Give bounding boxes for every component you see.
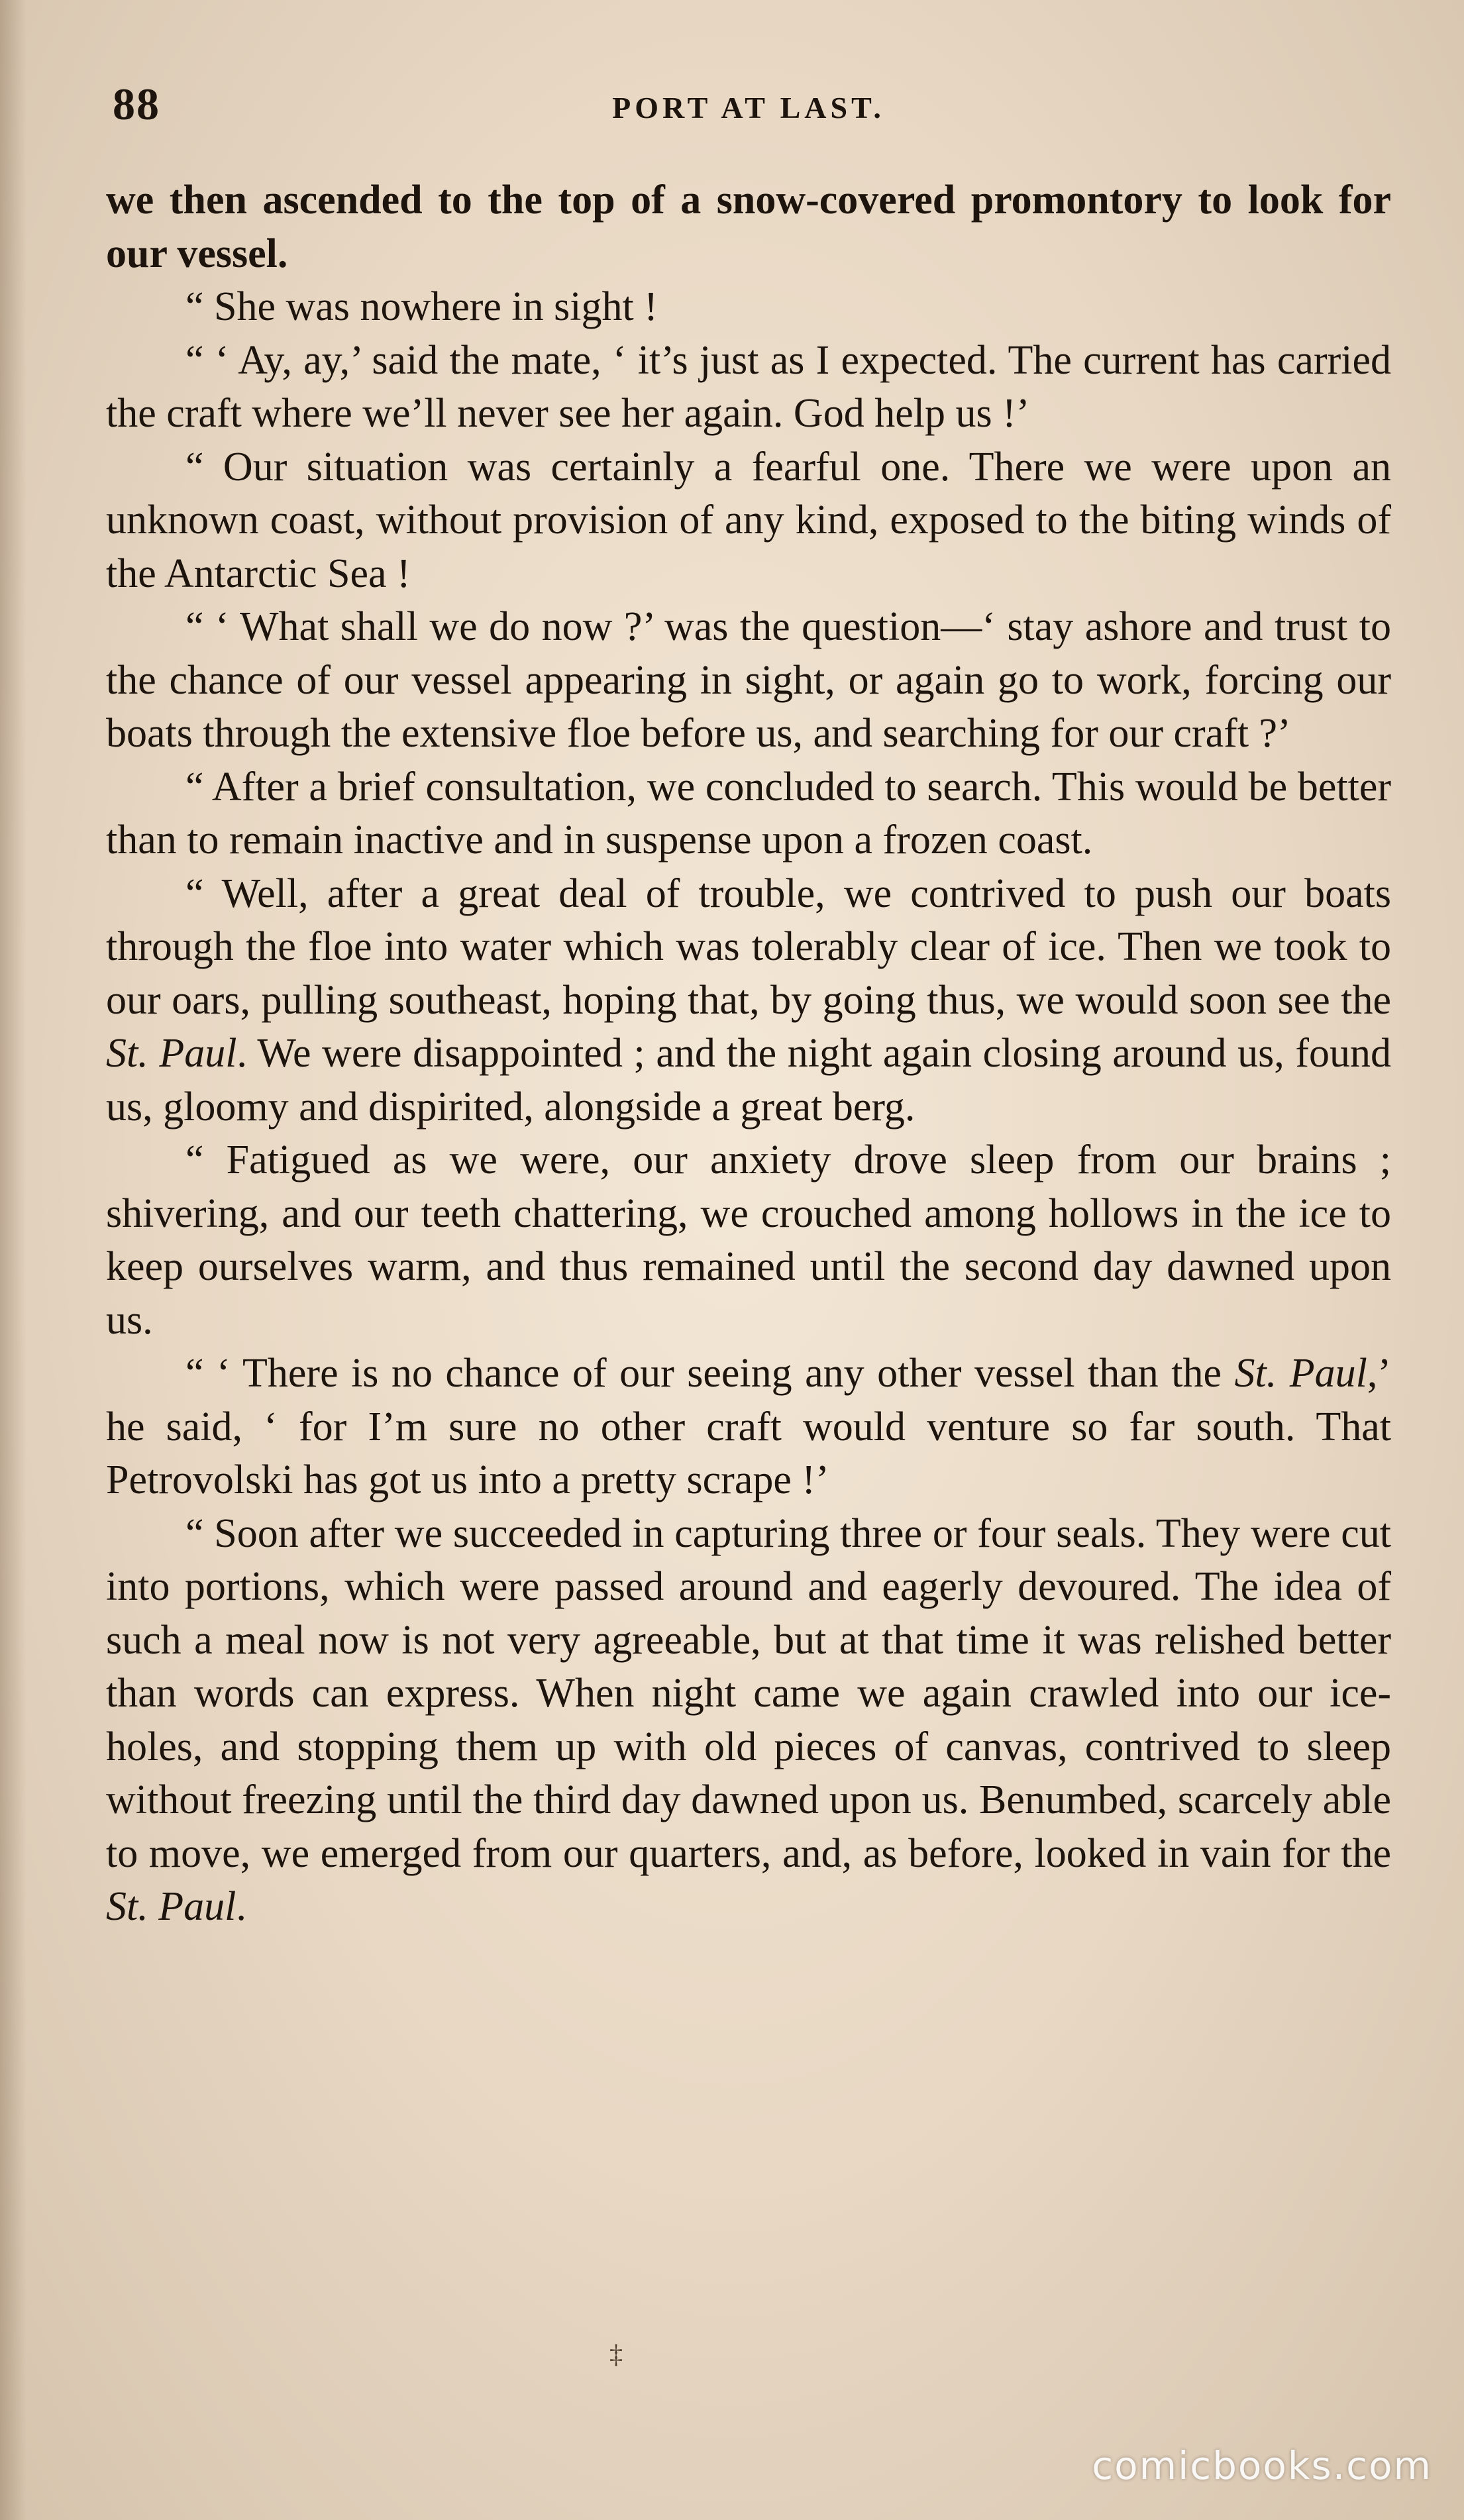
page-edge-shadow: [0, 0, 26, 2520]
paragraph: “ Well, after a great deal of trouble, we contrived to push our boats through the floe into water which was tolerably clear of ice. Then we took to our oars, pulling southeast, hoping that, by going thus, we would soon see the St. Paul. We were disappointed ; and the night again closing around us, found us, gloomy and dispirited, alongside a great berg.: [106, 870, 1391, 1129]
ship-name: St. Paul: [1234, 1351, 1367, 1396]
paragraph: “ Fatigued as we were, our anxiety drove sleep from our brains ; shivering, and our teeth chattering, we crouched among hollows in the ice to keep ourselves warm, and thus remained until the second day dawned upon us.: [106, 1137, 1391, 1343]
paragraph: “ Soon after we succeeded in capturing three or four seals. They were cut into portions, which were passed around and eagerly devoured. The idea of such a meal now is not very agreeable, but at that time it was relished better than words can express. When night came we again crawled into our ice-holes, and stopping them up with old pieces of canvas, contrived to sleep without freezing until the third day dawned upon us. Benumbed, scarcely able to move, we emerged from our quarters, and, as before, looked in vain for the St. Paul.: [106, 1510, 1391, 1929]
ship-name: St. Paul: [106, 1031, 237, 1076]
body-text: [106, 174, 1391, 1934]
ship-name: St. Paul: [106, 1884, 236, 1929]
paragraph: “ ‘ What shall we do now ?’ was the question—‘ stay ashore and trust to the chance of our vessel appearing in sight, or again go to work, forcing our boats through the extensive floe before us, and searching for our craft ?’: [106, 604, 1391, 756]
paragraph: “ She was nowhere in sight !: [185, 284, 658, 329]
paragraph: we then ascended to the top of a snow-covered promontory to look for our vessel.: [106, 178, 1391, 276]
running-head: PORT AT LAST.: [612, 91, 885, 125]
page-header: [106, 78, 1391, 138]
paragraph: “ ‘ Ay, ay,’ said the mate, ‘ it’s just as I expected. The current has carried the craft where we’ll never see her again. God help us !’: [106, 337, 1391, 436]
folio-mark: ‡: [609, 2339, 623, 2369]
page-number: 88: [113, 79, 160, 129]
watermark: comicbooks.com: [1092, 2443, 1432, 2488]
paragraph: “ ‘ There is no chance of our seeing any other vessel than the St. Paul,’ he said, ‘ for I’m sure no other craft would venture so far south. That Petrovolski has got us into a pretty scrape !’: [106, 1351, 1391, 1502]
paragraph: “ After a brief consultation, we concluded to search. This would be better than to remain inactive and in suspense upon a frozen coast.: [106, 764, 1391, 863]
paragraph: “ Our situation was certainly a fearful one. There we were upon an unknown coast, without provision of any kind, exposed to the biting winds of the Antarctic Sea !: [106, 444, 1391, 596]
